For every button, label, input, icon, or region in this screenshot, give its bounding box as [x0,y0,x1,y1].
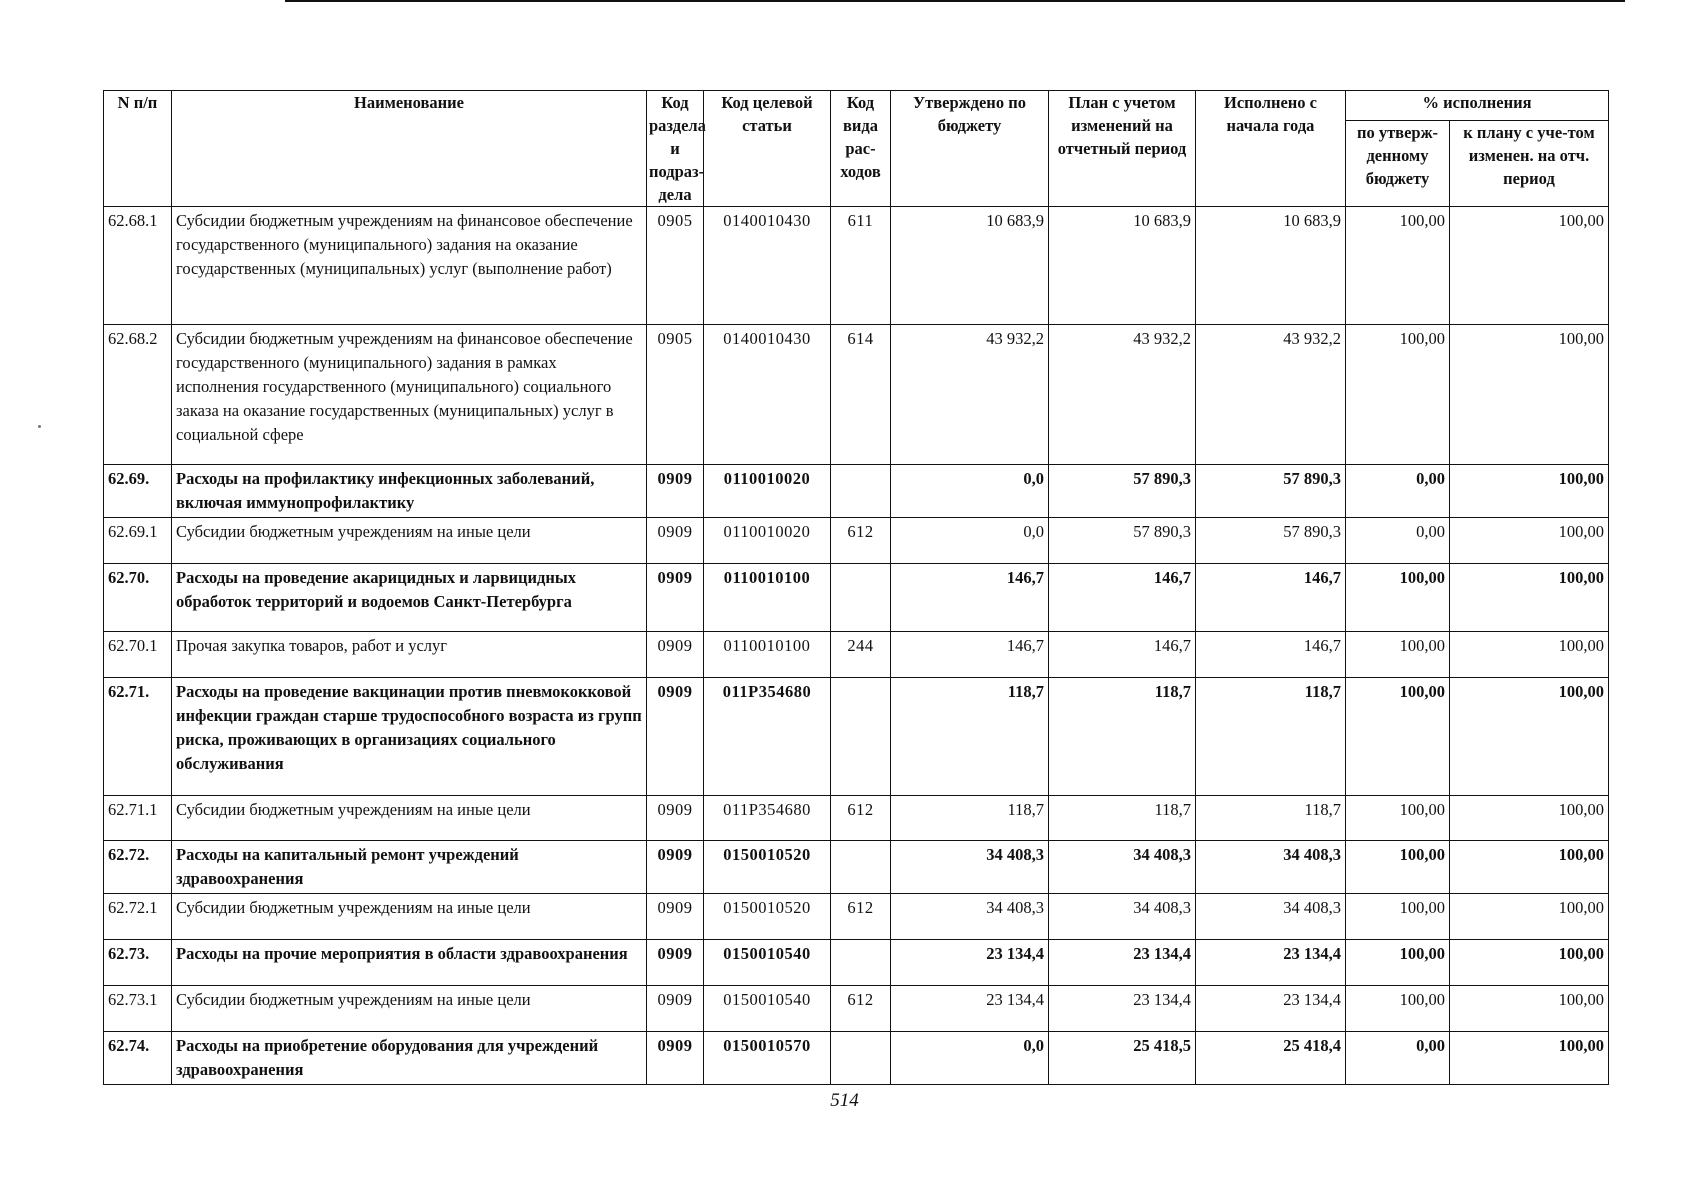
row-target-code: 0110010100 [704,632,831,678]
row-plan: 118,7 [1049,678,1196,796]
row-percent-budget: 100,00 [1346,986,1450,1032]
row-target-code: 0110010020 [704,465,831,518]
table-row [104,1032,1609,1085]
row-approved: 146,7 [891,564,1049,632]
header-percent-plan: к плану с уче-том изменен. на отч. период [1450,120,1609,206]
row-name: Расходы на профилактику инфекционных заболеваний, включая иммунопрофилактику [172,465,647,518]
row-name: Прочая закупка товаров, работ и услуг [172,632,647,678]
row-executed: 23 134,4 [1196,986,1346,1032]
row-plan: 34 408,3 [1049,841,1196,894]
row-percent-plan: 100,00 [1450,207,1609,325]
table-row [104,325,1609,465]
row-plan: 10 683,9 [1049,207,1196,325]
row-number: 62.68.2 [104,325,172,465]
row-number: 62.71.1 [104,796,172,841]
row-number: 62.69. [104,465,172,518]
row-section-code: 0909 [647,564,704,632]
row-plan: 146,7 [1049,632,1196,678]
row-section-code: 0909 [647,632,704,678]
header-target-code: Код целевой статьи [704,91,831,207]
row-target-code: 0150010570 [704,1032,831,1085]
row-executed: 146,7 [1196,632,1346,678]
row-kind-code [831,564,891,632]
row-kind-code: 612 [831,986,891,1032]
row-approved: 0,0 [891,518,1049,564]
row-section-code: 0909 [647,678,704,796]
row-approved: 43 932,2 [891,325,1049,465]
row-target-code: 0140010430 [704,207,831,325]
table-row [104,678,1609,796]
header-kind-code: Код вида рас-ходов [831,91,891,207]
row-percent-plan: 100,00 [1450,564,1609,632]
row-executed: 10 683,9 [1196,207,1346,325]
row-executed: 25 418,4 [1196,1032,1346,1085]
row-kind-code: 612 [831,796,891,841]
row-executed: 23 134,4 [1196,940,1346,986]
row-approved: 10 683,9 [891,207,1049,325]
row-section-code: 0909 [647,986,704,1032]
row-percent-budget: 100,00 [1346,564,1450,632]
table-row [104,465,1609,518]
row-section-code: 0909 [647,465,704,518]
row-number: 62.74. [104,1032,172,1085]
row-approved: 0,0 [891,465,1049,518]
row-percent-budget: 100,00 [1346,940,1450,986]
row-number: 62.72. [104,841,172,894]
row-target-code: 0110010100 [704,564,831,632]
row-number: 62.72.1 [104,894,172,940]
header-executed: Исполнено с начала года [1196,91,1346,207]
row-percent-budget: 100,00 [1346,796,1450,841]
budget-execution-table [103,90,1609,1085]
row-kind-code: 612 [831,894,891,940]
table-row [104,841,1609,894]
row-name: Субсидии бюджетным учреждениям на иные цели [172,986,647,1032]
row-plan: 34 408,3 [1049,894,1196,940]
row-kind-code: 244 [831,632,891,678]
row-percent-plan: 100,00 [1450,325,1609,465]
table-row [104,207,1609,325]
table-body [104,207,1609,1085]
row-kind-code: 612 [831,518,891,564]
row-target-code: 0150010520 [704,894,831,940]
row-kind-code [831,465,891,518]
row-target-code: 0150010540 [704,940,831,986]
row-number: 62.73.1 [104,986,172,1032]
row-percent-plan: 100,00 [1450,894,1609,940]
row-plan: 57 890,3 [1049,465,1196,518]
header-section-code: Код раздела и подраз-дела [647,91,704,207]
row-kind-code [831,678,891,796]
header-num: N п/п [104,91,172,207]
row-kind-code [831,841,891,894]
header-approved: Утверждено по бюджету [891,91,1049,207]
row-executed: 118,7 [1196,796,1346,841]
row-percent-plan: 100,00 [1450,678,1609,796]
row-approved: 23 134,4 [891,940,1049,986]
row-target-code: 011Р354680 [704,796,831,841]
row-name: Субсидии бюджетным учреждениям на иные цели [172,796,647,841]
row-name: Расходы на капитальный ремонт учреждений здравоохранения [172,841,647,894]
row-plan: 23 134,4 [1049,940,1196,986]
row-plan: 43 932,2 [1049,325,1196,465]
row-plan: 57 890,3 [1049,518,1196,564]
row-section-code: 0909 [647,796,704,841]
header-percent-budget: по утверж-денному бюджету [1346,120,1450,206]
row-number: 62.73. [104,940,172,986]
row-approved: 34 408,3 [891,841,1049,894]
table-row [104,518,1609,564]
row-percent-plan: 100,00 [1450,796,1609,841]
row-percent-plan: 100,00 [1450,841,1609,894]
row-number: 62.70.1 [104,632,172,678]
row-section-code: 0905 [647,207,704,325]
row-percent-budget: 100,00 [1346,325,1450,465]
row-number: 62.68.1 [104,207,172,325]
row-percent-plan: 100,00 [1450,518,1609,564]
row-name: Субсидии бюджетным учреждениям на иные цели [172,894,647,940]
row-approved: 146,7 [891,632,1049,678]
row-approved: 34 408,3 [891,894,1049,940]
row-percent-budget: 100,00 [1346,841,1450,894]
row-executed: 57 890,3 [1196,518,1346,564]
row-number: 62.71. [104,678,172,796]
row-section-code: 0909 [647,940,704,986]
row-percent-plan: 100,00 [1450,986,1609,1032]
row-target-code: 011Р354680 [704,678,831,796]
row-section-code: 0909 [647,894,704,940]
table-row [104,986,1609,1032]
row-name: Субсидии бюджетным учреждениям на финансовое обеспечение государственного (муниципального) задания в рамках исполнения государственного (муниципального) социального заказа на оказание государственных (муниципальных) услуг в социальной сфере [172,325,647,465]
row-executed: 146,7 [1196,564,1346,632]
table-header [104,91,1609,207]
table-row [104,940,1609,986]
page-number: 514 [830,1090,859,1111]
row-approved: 118,7 [891,678,1049,796]
row-plan: 146,7 [1049,564,1196,632]
row-name: Субсидии бюджетным учреждениям на иные цели [172,518,647,564]
row-approved: 0,0 [891,1032,1049,1085]
row-plan: 25 418,5 [1049,1032,1196,1085]
row-percent-plan: 100,00 [1450,632,1609,678]
row-target-code: 0150010540 [704,986,831,1032]
row-name: Расходы на проведение вакцинации против пневмококковой инфекции граждан старше трудоспособного возраста из групп риска, проживающих в организациях социального обслуживания [172,678,647,796]
row-name: Расходы на приобретение оборудования для учреждений здравоохранения [172,1032,647,1085]
row-target-code: 0140010430 [704,325,831,465]
table-row [104,564,1609,632]
row-percent-plan: 100,00 [1450,465,1609,518]
table-row [104,894,1609,940]
row-name: Расходы на прочие мероприятия в области здравоохранения [172,940,647,986]
row-percent-budget: 100,00 [1346,894,1450,940]
row-executed: 34 408,3 [1196,894,1346,940]
row-section-code: 0909 [647,1032,704,1085]
row-kind-code [831,940,891,986]
row-percent-budget: 0,00 [1346,465,1450,518]
row-number: 62.69.1 [104,518,172,564]
row-section-code: 0905 [647,325,704,465]
header-plan: План с учетом изменений на отчетный период [1049,91,1196,207]
row-executed: 57 890,3 [1196,465,1346,518]
row-approved: 118,7 [891,796,1049,841]
table-row [104,632,1609,678]
row-kind-code: 611 [831,207,891,325]
row-percent-budget: 100,00 [1346,678,1450,796]
row-number: 62.70. [104,564,172,632]
row-name: Субсидии бюджетным учреждениям на финансовое обеспечение государственного (муниципального) задания на оказание государственных (муниципальных) услуг (выполнение работ) [172,207,647,325]
row-section-code: 0909 [647,518,704,564]
scan-speck [38,425,41,428]
header-name: Наименование [172,91,647,207]
row-plan: 23 134,4 [1049,986,1196,1032]
row-percent-plan: 100,00 [1450,940,1609,986]
row-percent-plan: 100,00 [1450,1032,1609,1085]
row-executed: 118,7 [1196,678,1346,796]
row-approved: 23 134,4 [891,986,1049,1032]
row-percent-budget: 100,00 [1346,632,1450,678]
row-kind-code [831,1032,891,1085]
row-percent-budget: 0,00 [1346,518,1450,564]
top-rule [285,0,1625,2]
row-kind-code: 614 [831,325,891,465]
row-percent-budget: 0,00 [1346,1032,1450,1085]
row-target-code: 0150010520 [704,841,831,894]
header-percent-group: % исполнения [1346,91,1609,121]
row-name: Расходы на проведение акарицидных и ларвицидных обработок территорий и водоемов Санкт-Петербурга [172,564,647,632]
row-executed: 43 932,2 [1196,325,1346,465]
row-section-code: 0909 [647,841,704,894]
row-executed: 34 408,3 [1196,841,1346,894]
row-percent-budget: 100,00 [1346,207,1450,325]
table-row [104,796,1609,841]
row-plan: 118,7 [1049,796,1196,841]
row-target-code: 0110010020 [704,518,831,564]
